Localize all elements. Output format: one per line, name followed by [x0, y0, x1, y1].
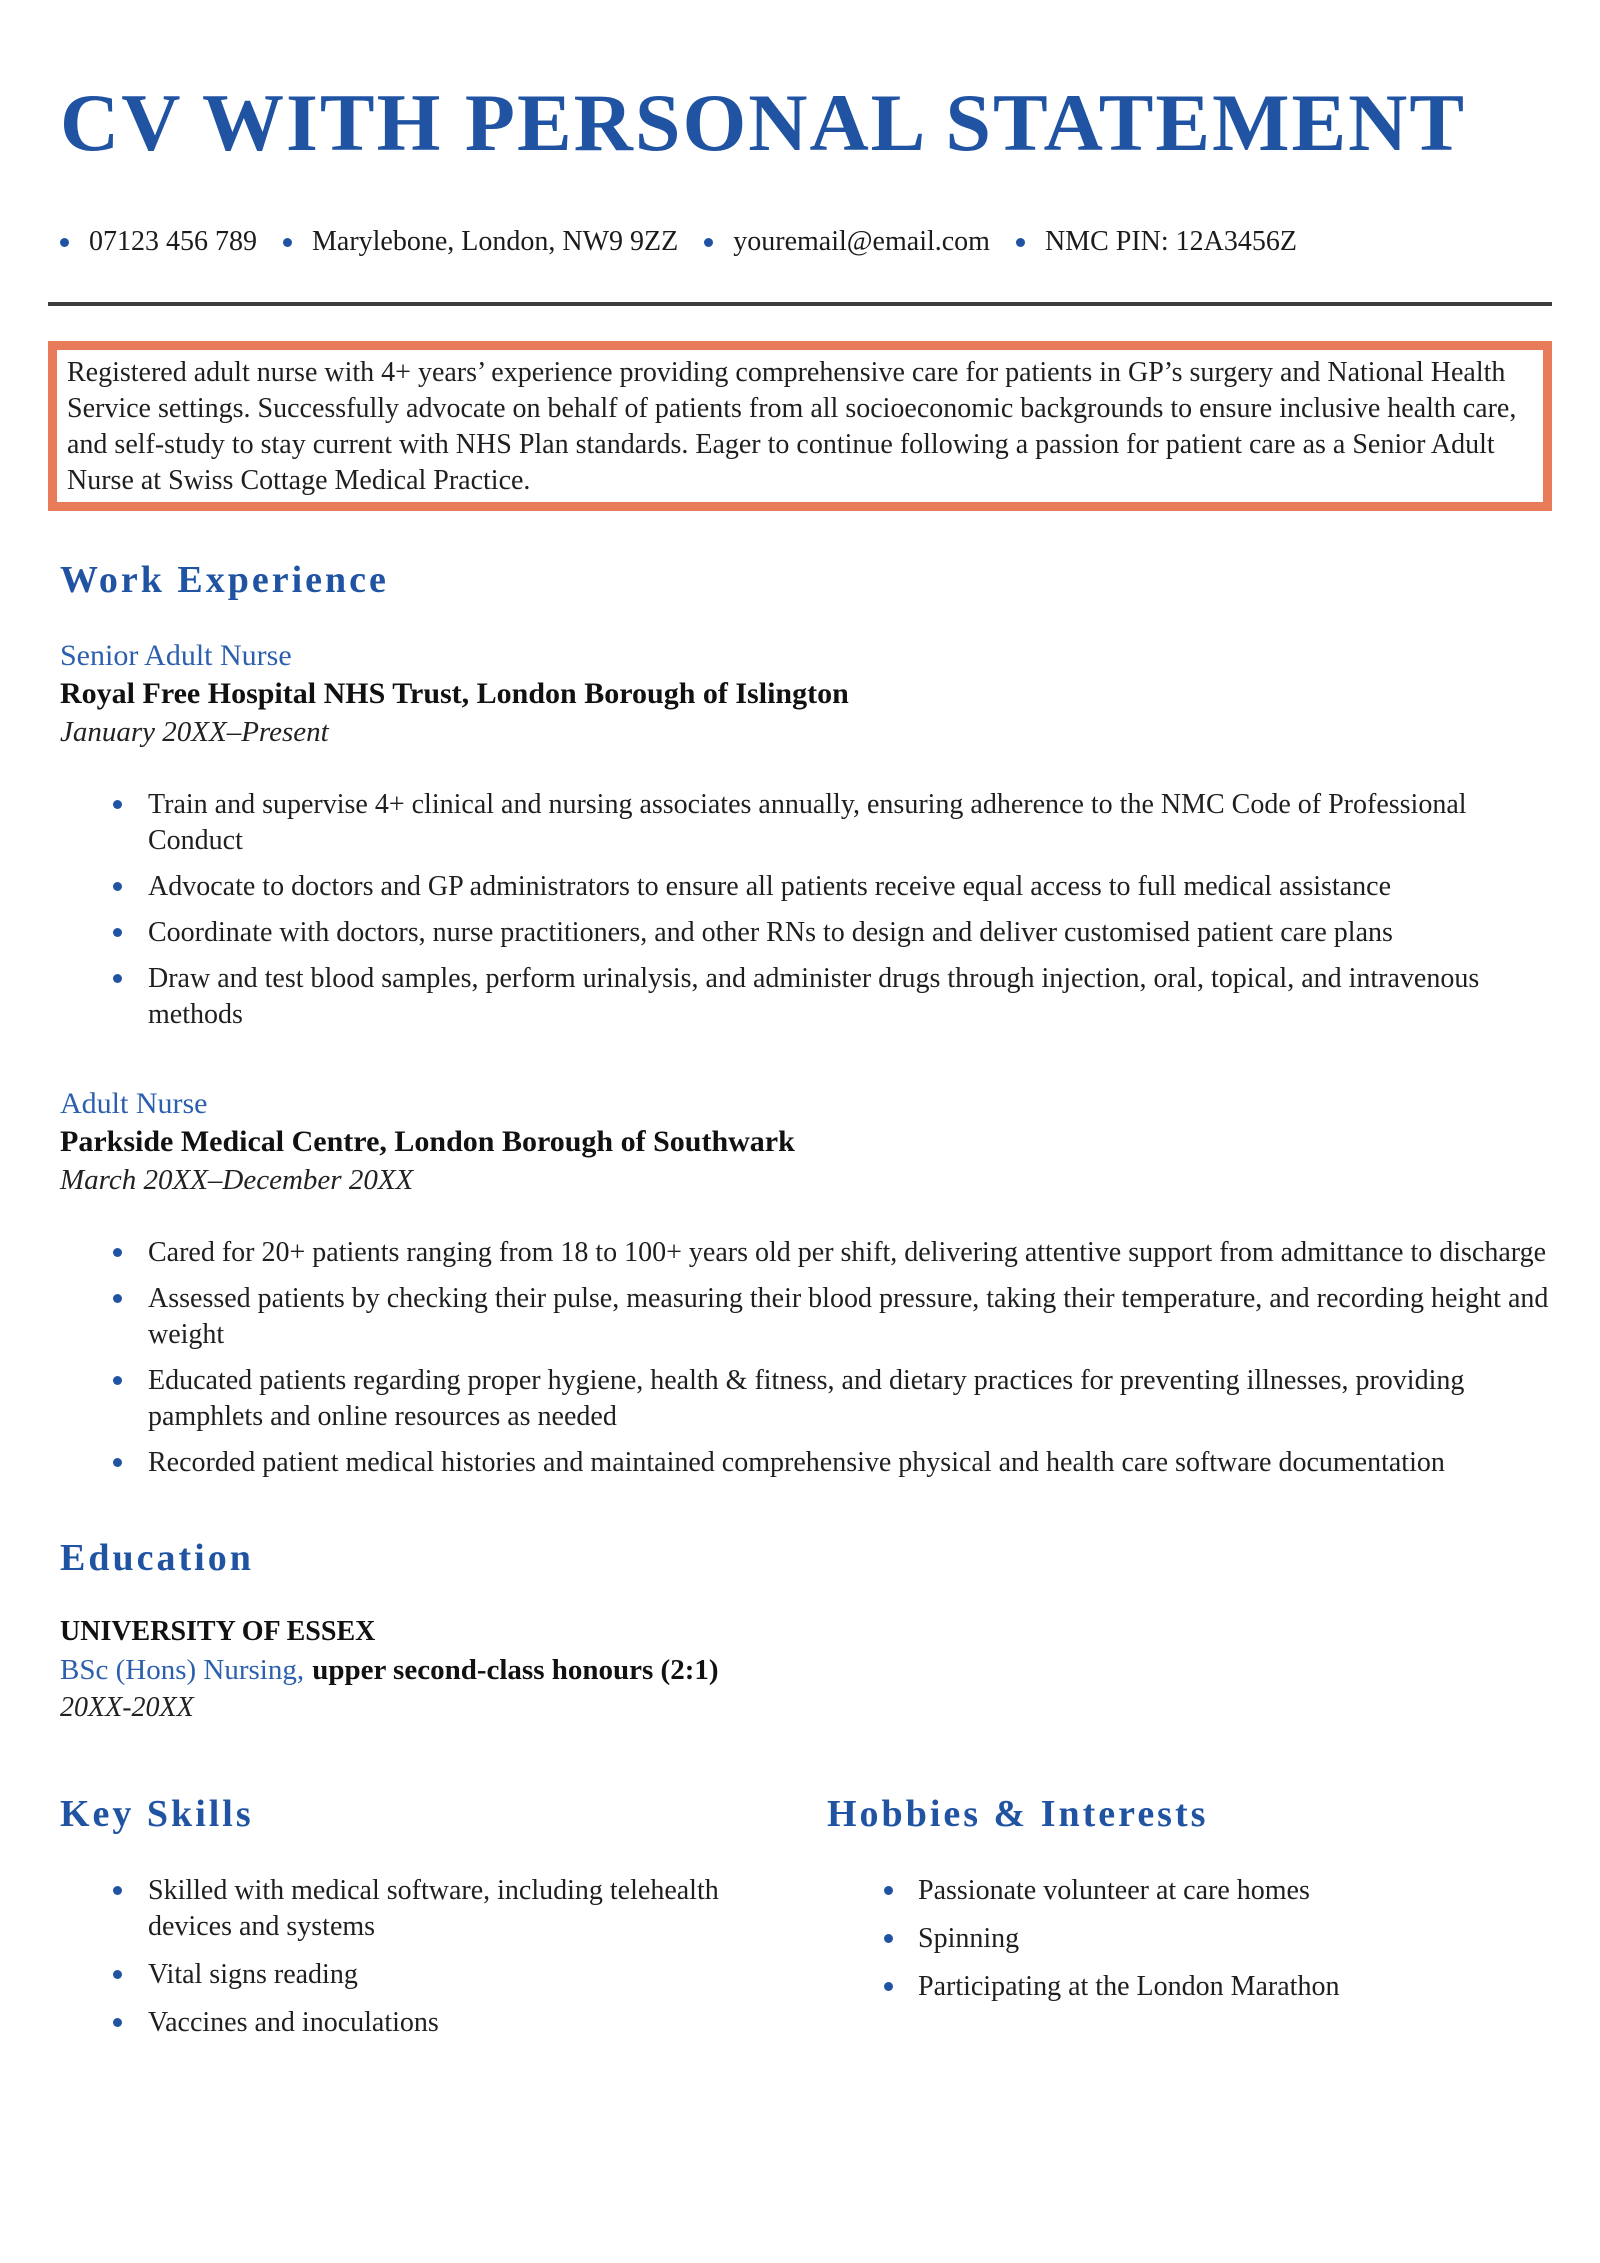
- page-title: CV WITH PERSONAL STATEMENT: [60, 77, 1467, 168]
- hobbies-list: [827, 1873, 1552, 2005]
- bullet-item: Cared for 20+ patients ranging from 18 to 100+ years old per shift, delivering attentive support from admittance to discharge: [60, 1235, 1552, 1271]
- section-heading-hobbies: Hobbies & Interests: [827, 1793, 1209, 1836]
- bullet-separator-icon: [283, 238, 292, 247]
- header-divider: [48, 302, 1552, 306]
- job-bullet-list: [60, 1235, 1552, 1481]
- job-company: Royal Free Hospital NHS Trust, London Borough of Islington: [60, 677, 849, 711]
- job-title: Senior Adult Nurse: [60, 639, 292, 673]
- bullet-item: Advocate to doctors and GP administrators to ensure all patients receive equal access to full medical assistance: [60, 869, 1552, 905]
- personal-statement-text: Registered adult nurse with 4+ years’ experience providing comprehensive care for patients in GP’s surgery and National Health Service settings. Successfully advocate on behalf of patients from all socioeconomic backgrounds to ensure inclusive health care, and self-study to stay current with NHS Plan standards. Eager to continue following a passion for patient care as a Senior Adult Nurse at Swiss Cottage Medical Practice.: [67, 357, 1517, 497]
- section-heading-work-experience: Work Experience: [60, 559, 389, 602]
- education-school: UNIVERSITY OF ESSEX: [60, 1616, 376, 1648]
- education-dates: 20XX-20XX: [60, 1692, 194, 1724]
- contact-line: [60, 224, 1552, 260]
- contact-item-nmc-pin: [1016, 224, 1297, 260]
- job-company: Parkside Medical Centre, London Borough of Southwark: [60, 1125, 795, 1159]
- key-skills-list: [60, 1873, 720, 2041]
- location-text: Marylebone, London, NW9 9ZZ: [312, 226, 679, 258]
- nmc-pin-text: NMC PIN: 12A3456Z: [1044, 226, 1297, 258]
- bullet-item: Draw and test blood samples, perform urinalysis, and administer drugs through injection, oral, topical, and intravenous methods: [60, 961, 1552, 1033]
- contact-item-phone: [60, 224, 257, 260]
- bullet-item: Spinning: [827, 1921, 1552, 1957]
- bullet-item: Assessed patients by checking their pulse, measuring their blood pressure, taking their temperature, and recording height and weight: [60, 1281, 1552, 1353]
- bullet-item: Participating at the London Marathon: [827, 1969, 1552, 2005]
- hobbies-column: [827, 1791, 1552, 2053]
- phone-number: 07123 456 789: [89, 226, 257, 258]
- skills-hobbies-section: [60, 1791, 1552, 2053]
- bullet-item: Coordinate with doctors, nurse practitioners, and other RNs to design and deliver customised patient care plans: [60, 915, 1552, 951]
- bullet-separator-icon: [704, 238, 713, 247]
- bullet-item: Educated patients regarding proper hygiene, health & fitness, and dietary practices for preventing illnesses, providing pamphlets and online resources as needed: [60, 1363, 1552, 1435]
- job-bullet-list: [60, 787, 1552, 1033]
- job-dates: March 20XX–December 20XX: [60, 1164, 414, 1197]
- job-title: Adult Nurse: [60, 1087, 208, 1121]
- education-honours: upper second-class honours (2:1): [312, 1654, 719, 1687]
- email-text: youremail@email.com: [733, 226, 990, 258]
- bullet-item: Skilled with medical software, including telehealth devices and systems: [60, 1873, 720, 1945]
- section-heading-key-skills: Key Skills: [60, 1793, 254, 1836]
- education-entry: [60, 1613, 1552, 1727]
- section-heading-education: Education: [60, 1537, 254, 1580]
- bullet-item: Recorded patient medical histories and maintained comprehensive physical and health care software documentation: [60, 1445, 1552, 1481]
- bullet-item: Passionate volunteer at care homes: [827, 1873, 1552, 1909]
- job-entry-senior-adult-nurse: [60, 637, 1552, 751]
- job-entry-adult-nurse: [60, 1085, 1552, 1199]
- bullet-item: Train and supervise 4+ clinical and nursing associates annually, ensuring adherence to the NMC Code of Professional Conduct: [60, 787, 1552, 859]
- education-degree: BSc (Hons) Nursing,: [60, 1654, 305, 1687]
- contact-item-email: [704, 224, 990, 260]
- bullet-item: Vaccines and inoculations: [60, 2005, 720, 2041]
- job-dates: January 20XX–Present: [60, 716, 329, 749]
- personal-statement-box: [48, 341, 1552, 511]
- contact-item-location: [283, 224, 678, 260]
- education-degree-line: [60, 1651, 1552, 1689]
- bullet-item: Vital signs reading: [60, 1957, 720, 1993]
- key-skills-column: [60, 1791, 827, 2053]
- bullet-separator-icon: [1016, 238, 1025, 247]
- bullet-separator-icon: [60, 238, 69, 247]
